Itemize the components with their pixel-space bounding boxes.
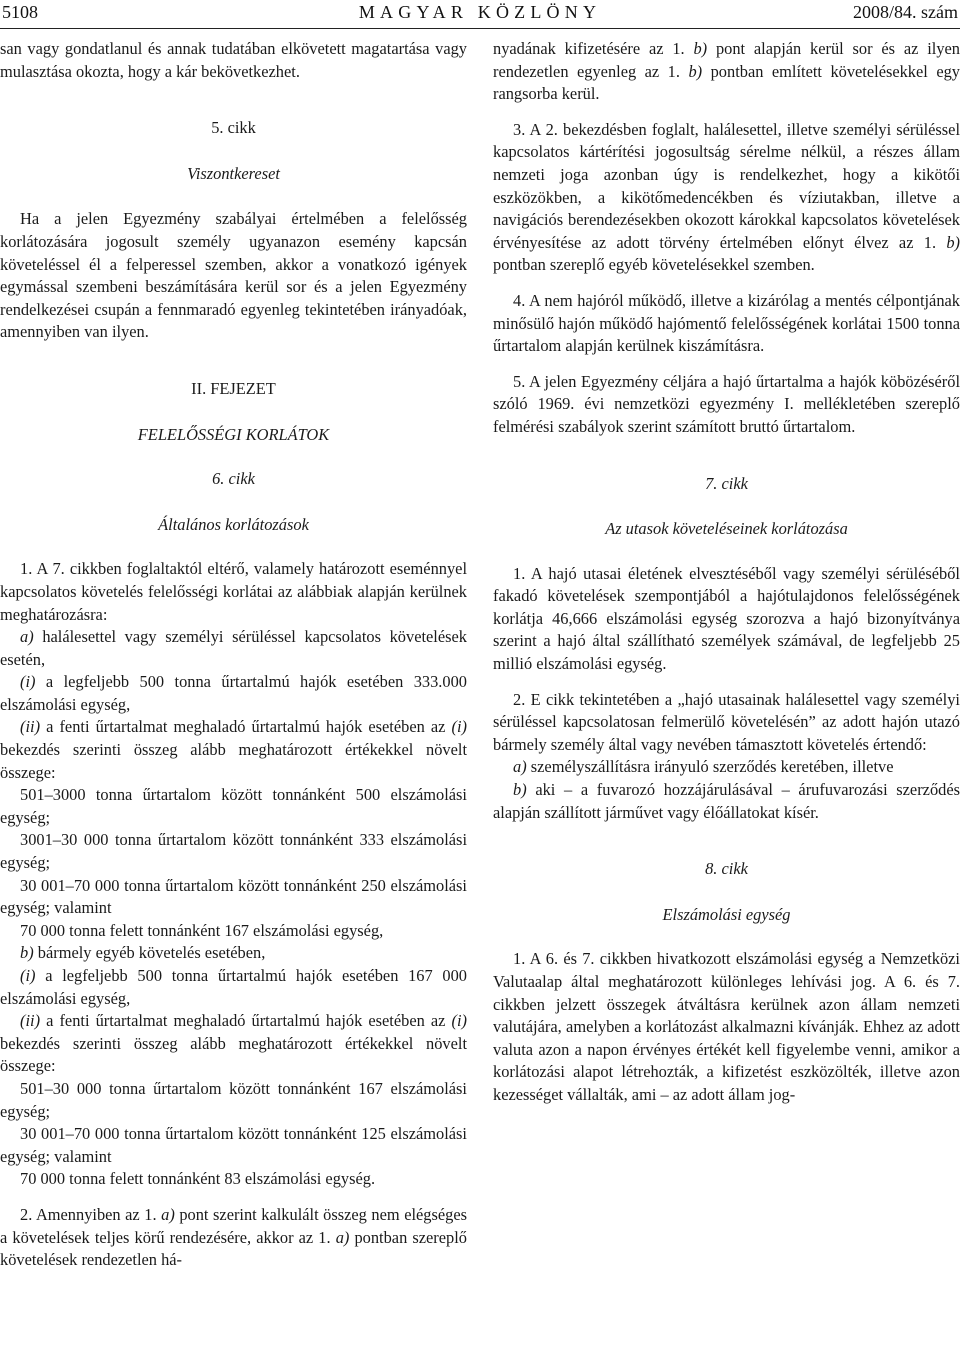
chapter-heading: II. FEJEZET	[191, 378, 276, 398]
continued-paragraph: san vagy gondatlanul és annak tudatában elkövetett magatartása vagy mulasztása okozta, hogy a kár bekövetkezhet.	[0, 39, 467, 81]
clause-a-rate-1: 501–3000 tonna űrtartalom között tonnánként 500 elszámolási egység;	[0, 785, 467, 827]
clause-a-rate-4: 70 000 tonna felett tonnánként 167 elszámolási egység,	[20, 920, 384, 940]
chapter-title: FELELŐSSÉGI KORLÁTOK	[137, 424, 330, 444]
article-7-number: 7. cikk	[705, 473, 748, 493]
journal-title: MAGYAR KÖZLÖNY	[358, 2, 602, 22]
right-column	[493, 38, 960, 1107]
clause-b-rate-2: 30 001–70 000 tonna űrtartalom között tonnánként 125 elszámolási egység; valamint	[0, 1124, 467, 1166]
article-8-title: Elszámolási egység	[662, 904, 791, 924]
clause-b-i: (i) a legfeljebb 500 tonna űrtartalmú hajók esetében 167 000 elszámolási egység,	[0, 966, 467, 1008]
left-column	[0, 38, 467, 1272]
issue-number: 2008/84. szám	[853, 2, 958, 22]
article-5-number: 5. cikk	[211, 118, 256, 138]
clause-a-i: (i) a legfeljebb 500 tonna űrtartalmú hajók esetében 333.000 elszámolási egység,	[0, 672, 467, 714]
page-number: 5108	[2, 2, 38, 22]
article-6-number: 6. cikk	[212, 469, 255, 489]
article-6-para-5: 5. A jelen Egyezmény céljára a hajó űrtartalma a hajók köbözéséről szóló 1969. évi nemzetközi egyezmény I. mellékletében szereplő felmérési szabályok szerint számított bruttó űrtartalom.	[493, 371, 960, 436]
clause-b-rate-1: 501–30 000 tonna űrtartalom között tonnánként 167 elszámolási egység;	[0, 1078, 467, 1121]
article-6-title: Általános korlátozások	[158, 514, 309, 534]
article-8-para-1: 1. A 6. és 7. cikkben hivatkozott elszámolási egység a Nemzetközi Valutaalap által meghatározott különleges lehívási jog. A 6. és 7. cikkben jelzett összegek átváltásra kerülnek azon állam nemzeti valutájára, amelyben a korlátozást alkalmazni kívánják. Ehhez az adott valuta azon a napon érvényes értékét kell figyelembe venni, amikor a korlátozási alapot létrehozták, a kifizetést eszközölték, illetve azon kezességet vállalták, ami – az adott állam jog-	[493, 949, 960, 1104]
clause-b-rate-3: 70 000 tonna felett tonnánként 83 elszámolási egység.	[20, 1169, 376, 1189]
article-7-para-2: 2. E cikk tekintetében a „hajó utasainak halálesettel vagy személyi sérüléssel kapcsolatosan felmerülő követelésén” az adott hajón utazó bármely személy által vagy nevében támasztott követelés értendő:	[493, 689, 960, 754]
header-rule	[0, 28, 960, 29]
article-7-para-1: 1. A hajó utasai életének elvesztéséből vagy személyi sérüléséből fakadó követelések szempontjából a hajótulajdonos felelősségének korlátja 46,666 elszámolási egység szorozva a hajó bizonyítványa szerint a hajó által szállítható személyek számával, de legfeljebb 25 millió elszámolási egység.	[493, 563, 960, 674]
article-7-title: Az utasok követeléseinek korlátozása	[605, 519, 848, 539]
article-6-para-3: 3. A 2. bekezdésben foglalt, halálesettel, illetve személyi sérüléssel kapcsolatos kártérítési jogosultság sérelme nélkül, a részes állam nemzeti joga azonban úgy is rendelkezhet, hogy a kikötői eszközökben, a kikötőmedencékben és víziutakban, illetve a navigációs berendezésekben okozott károkkal kapcsolatos követelések érvényesítése az adott törvény értelmében előnyt élvez az 1. b) pontban szereplő egyéb követelésekkel szemben.	[493, 119, 960, 275]
clause-a: a) halálesettel vagy személyi sérüléssel kapcsolatos követelések esetén,	[0, 627, 467, 669]
article-8-number: 8. cikk	[705, 859, 748, 879]
clause-a-rate-2: 3001–30 000 tonna űrtartalom között tonnánként 333 elszámolási egység;	[0, 830, 467, 873]
article-7-clause-b: b) aki – a fuvarozó hozzájárulásával – árufuvarozási szerződés alapján szállított járművet vagy élőállatokat kísér.	[493, 780, 960, 822]
clause-b-ii: (ii) a fenti űrtartalmat meghaladó űrtartalmú hajók esetében az (i) bekezdés szerinti összeg alább meghatározott értékekkel növelt összege:	[0, 1011, 467, 1076]
article-5-paragraph: Ha a jelen Egyezmény szabályai értelmében a felelősség korlátozására jogosult személy ugyanazon esemény kapcsán követeléssel él a felperessel szemben, akkor a vonatkozó igények egymással szembeni beszámítására kerül sor és a jelen Egyezmény rendelkezései csupán a fennmaradó egyenleg tekintetében irányadóak, amennyiben van ilyen.	[0, 209, 467, 342]
clause-a-rate-3: 30 001–70 000 tonna űrtartalom között tonnánként 250 elszámolási egység; valamint	[0, 875, 467, 918]
article-6-para-1: 1. A 7. cikkben foglaltaktól eltérő, valamely határozott eseménnyel kapcsolatos követelés felelősségi korlátai az alábbiak alapján kerülnek meghatározásra:	[0, 559, 467, 624]
article-6-para-2: 2. Amennyiben az 1. a) pont szerint kalkulált összeg nem elégséges a követelések teljes körű rendezésére, akkor az 1. a) pontban szereplő követelések rendezetlen há-	[0, 1204, 467, 1270]
clause-b: b) bármely egyéb követelés esetében,	[20, 943, 266, 963]
clause-a-ii: (ii) a fenti űrtartalmat meghaladó űrtartalmú hajók esetében az (i) bekezdés szerinti összeg alább meghatározott értékekkel növelt összege:	[0, 717, 467, 782]
page-header	[0, 0, 960, 24]
continued-paragraph-right: nyadának kifizetésére az 1. b) pont alapján kerül sor és az ilyen rendezetlen egyenleg az 1. b) pontban említett követelésekkel egy rangsorba kerül.	[493, 39, 960, 104]
article-7-clause-a: a) személyszállításra irányuló szerződés keretében, illetve	[513, 757, 894, 777]
article-5-title: Viszontkereset	[187, 163, 280, 183]
article-6-para-4: 4. A nem hajóról működő, illetve a kizárólag a mentés célpontjának minősülő hajón működő hajómentő felelősségének korlátai 1500 tonna űrtartalom alapján kerülnek kiszámításra.	[493, 290, 960, 356]
